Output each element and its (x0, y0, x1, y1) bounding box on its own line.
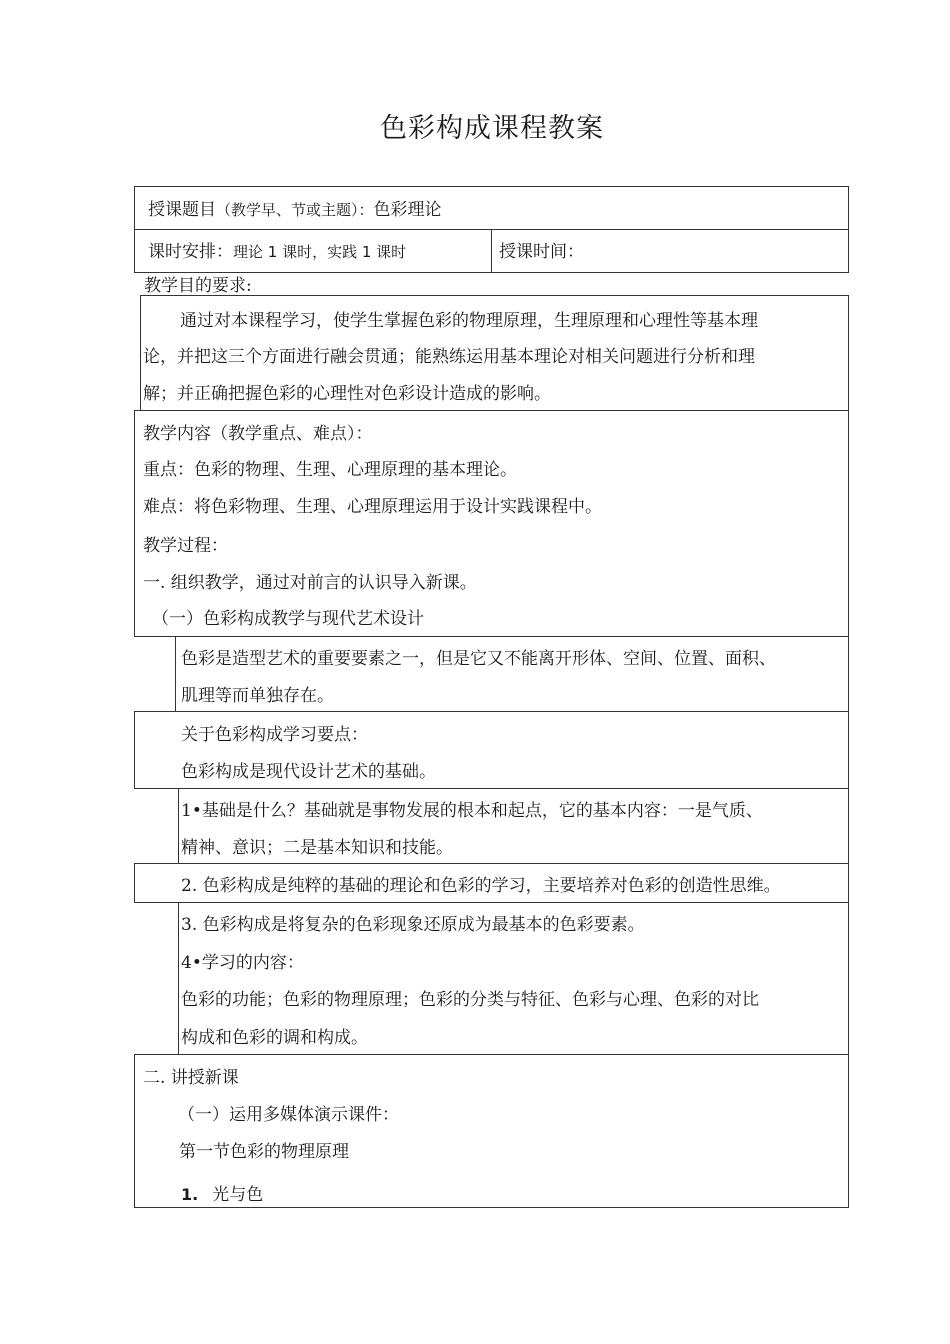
objectives-line-2: 论，并把这三个方面进行融会贯通；能熟练运用基本理论对相关问题进行分析和理 (143, 347, 755, 367)
block-2-line-1: 关于色彩构成学习要点： (181, 725, 368, 745)
block-1-line-1: 色彩是造型艺术的重要要素之一，但是它又不能离开形体、空间、位置、面积、 (181, 649, 776, 669)
lecture-heading: 二. 讲授新课 (143, 1068, 239, 1088)
objectives-heading: 教学目的要求: (144, 276, 252, 296)
topic-label (148, 202, 442, 219)
topic-label-text: 授课题目 (148, 200, 216, 220)
content-heading: 教学内容（教学重点、难点）： (143, 424, 373, 444)
block-4-line-1: 2. 色彩构成是纯粹的基础的理论和色彩的学习，主要培养对色彩的创造性思维。 (181, 876, 781, 896)
block-5-line-1: 3. 色彩构成是将复杂的色彩现象还原成为最基本的色彩要素。 (181, 915, 645, 935)
sub-1: （一）色彩构成教学与现代艺术设计 (152, 609, 424, 629)
schedule-divider (491, 229, 492, 273)
block-1-line-2: 肌理等而单独存在。 (181, 686, 334, 706)
schedule-value: 理论 1 课时，实践 1 课时 (233, 243, 407, 261)
process-heading: 教学过程： (143, 536, 228, 556)
block-5-line-4: 构成和色彩的调和构成。 (181, 1028, 368, 1048)
step-1: 一. 组织教学，通过对前言的认识导入新课。 (143, 573, 477, 593)
schedule-label: 课时安排： (148, 242, 233, 262)
block-5-line-2: 4•学习的内容： (181, 953, 304, 973)
block-5-line-3: 色彩的功能；色彩的物理原理；色彩的分类与特征、色彩与心理、色彩的对比 (181, 990, 759, 1010)
objectives-line-3: 解；并正确把握色彩的心理性对色彩设计造成的影响。 (143, 384, 551, 404)
class-time-label: 授课时间： (499, 242, 584, 262)
lecture-sub: （一）运用多媒体演示课件： (178, 1105, 399, 1125)
topic-note: （教学早、节或主题）： (216, 201, 374, 219)
item-1-text: 光与色 (212, 1185, 264, 1205)
schedule-cell (148, 244, 406, 261)
section-title: 第一节色彩的物理原理 (179, 1142, 349, 1162)
key-point: 重点：色彩的物理、生理、心理原理的基本理论。 (143, 460, 517, 480)
item-1-number: 1. (181, 1185, 199, 1204)
objectives-line-1: 通过对本课程学习，使学生掌握色彩的物理原理，生理原理和心理性等基本理 (180, 311, 758, 331)
difficulty: 难点：将色彩物理、生理、心理原理运用于设计实践课程中。 (143, 497, 602, 517)
item-1 (181, 1187, 263, 1204)
content-box (134, 410, 849, 637)
block-3-line-2: 精神、意识；二是基本知识和技能。 (181, 838, 453, 858)
page-title: 色彩构成课程教案 (380, 113, 604, 144)
block-2-line-2: 色彩构成是现代设计艺术的基础。 (181, 762, 436, 782)
topic-value: 色彩理论 (373, 200, 442, 220)
block-3-line-1: 1•基础是什么？基础就是事物发展的根本和起点，它的基本内容：一是气质、 (181, 801, 763, 821)
